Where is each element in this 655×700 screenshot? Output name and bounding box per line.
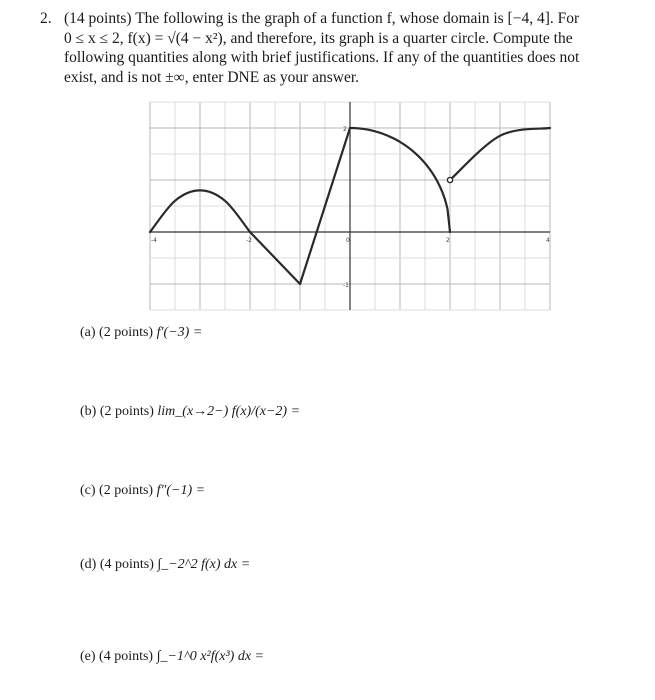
problem-number: 2. [40, 10, 52, 27]
part-b [80, 404, 300, 420]
function-graph [145, 100, 555, 320]
part-label: (b) [80, 404, 97, 419]
part-a [80, 325, 202, 341]
part-points: (2 points) [99, 483, 154, 498]
y-tick-label: 2 [343, 126, 347, 133]
problem-statement [64, 9, 639, 87]
part-label: (a) [80, 325, 96, 340]
part-expression: ∫_−2^2 f(x) dx = [157, 557, 251, 572]
statement-line: exist, and is not ±∞, enter DNE as your answer. [64, 68, 360, 86]
statement-line: following quantities along with brief justifications. If any of the quantities does not [64, 49, 580, 66]
part-points: (4 points) [99, 649, 154, 664]
part-c [80, 483, 205, 499]
part-expression: lim_(x→2−) f(x)/(x−2) = [157, 404, 301, 419]
part-label: (c) [80, 483, 96, 498]
open-point [447, 177, 452, 182]
y-tick-label: -1 [343, 282, 349, 289]
x-tick-label: -2 [246, 237, 252, 244]
part-label: (d) [80, 557, 97, 572]
part-expression: f′(−3) = [156, 325, 203, 340]
part-points: (2 points) [99, 404, 154, 419]
x-tick-label: -4 [151, 237, 157, 244]
part-e [80, 649, 264, 665]
statement-line: (14 points) The following is the graph of a function f, whose domain is [−4, 4]. For [64, 10, 580, 27]
part-expression: f″(−1) = [156, 483, 206, 498]
part-points: (2 points) [99, 325, 154, 340]
statement-line: 0 ≤ x ≤ 2, f(x) = √(4 − x²), and therefore, its graph is a quarter circle. Compute the [64, 29, 573, 47]
x-tick-label: 4 [546, 237, 550, 244]
part-d [80, 557, 250, 573]
x-tick-label: 0 [346, 237, 350, 244]
part-points: (4 points) [99, 557, 154, 572]
part-label: (e) [80, 649, 96, 664]
x-tick-label: 2 [446, 237, 450, 244]
part-expression: ∫_−1^0 x²f(x³) dx = [156, 649, 264, 664]
